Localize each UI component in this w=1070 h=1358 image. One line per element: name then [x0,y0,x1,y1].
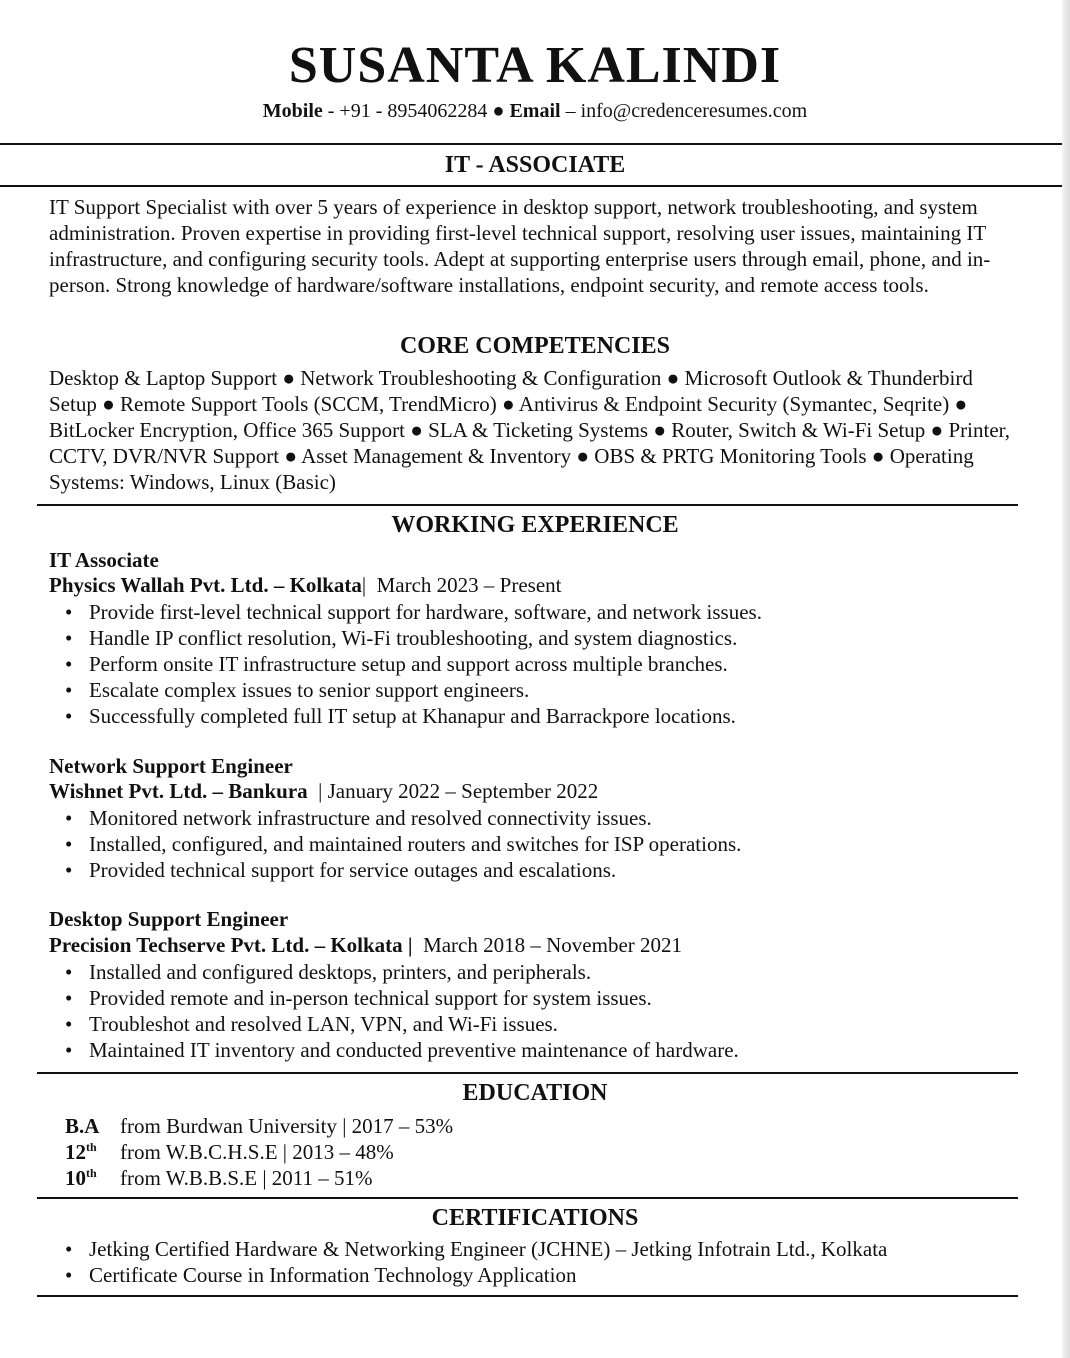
job-target-title: IT - ASSOCIATE [444,152,626,178]
email-label: Email [509,100,561,122]
job-company: Wishnet Pvt. Ltd. – Bankura [49,779,308,803]
job-company: Physics Wallah Pvt. Ltd. – Kolkata [49,573,362,597]
education-detail: from W.B.B.S.E | 2011 – 51% [120,1166,373,1190]
education-detail: from W.B.C.H.S.E | 2013 – 48% [120,1140,394,1164]
job-company: Precision Techserve Pvt. Ltd. – Kolkata | [49,933,413,957]
job-period: | March 2023 – Present [361,573,562,597]
mobile-label: Mobile [262,100,323,122]
job-bullets [49,805,741,883]
list-item: • Perform onsite IT infrastructure setup and support across multiple branches. [49,651,762,677]
job-period: March 2018 – November 2021 [412,933,683,957]
list-item: • Provide first-level technical support for hardware, software, and network issues. [49,599,762,625]
contact-line [0,100,1070,123]
list-item: • Troubleshot and resolved LAN, VPN, and Wi-Fi issues. [49,1011,739,1037]
divider-4 [37,1072,1018,1074]
job-period: | January 2022 – September 2022 [307,779,599,803]
page-edge [1062,0,1070,1358]
education-detail: from Burdwan University | 2017 – 53% [120,1114,454,1138]
education-row [65,1140,394,1165]
list-item: • Monitored network infrastructure and resolved connectivity issues. [49,805,741,831]
list-item: • Escalate complex issues to senior support engineers. [49,677,762,703]
divider-2 [0,185,1062,187]
divider-6 [37,1295,1018,1297]
list-item: • Provided remote and in-person technical support for system issues. [49,985,739,1011]
education-degree: 10th [65,1166,97,1190]
candidate-name: SUSANTA KALINDI [288,37,782,94]
education-heading: EDUCATION [462,1080,608,1106]
email-value: – info@credenceresumes.com [560,100,808,122]
list-item: • Maintained IT inventory and conducted preventive maintenance of hardware. [49,1037,739,1063]
certifications-heading: CERTIFICATIONS [431,1205,639,1231]
education-degree: B.A [65,1114,100,1138]
list-item: • Jetking Certified Hardware & Networking Engineer (JCHNE) – Jetking Infotrain Ltd., Kolkata [49,1236,887,1262]
education-degree: 12th [65,1140,97,1164]
list-item: • Handle IP conflict resolution, Wi-Fi troubleshooting, and system diagnostics. [49,625,762,651]
job-company-line [49,933,682,958]
job-bullets [49,599,762,729]
job-title: Desktop Support Engineer [49,907,289,931]
divider-1 [0,143,1062,145]
education-row [65,1114,453,1139]
list-item: • Provided technical support for service outages and escalations. [49,857,741,883]
job-title: IT Associate [49,548,159,572]
certification-list [49,1236,887,1288]
education-row [65,1166,373,1191]
list-item: • Certificate Course in Information Technology Application [49,1262,887,1288]
summary: IT Support Specialist with over 5 years of experience in desktop support, network troubleshooting, and system administration. Proven expertise in providing first-level technical support, resolving user issues, maintaining IT infrastructure, and configuring security tools. Adept at supporting enterprise users through email, phone, and in-person. Strong knowledge of hardware/software installations, endpoint security, and remote access tools. [49,195,991,297]
competencies-heading: CORE COMPETENCIES [399,333,671,359]
list-item: • Successfully completed full IT setup at Khanapur and Barrackpore locations. [49,703,762,729]
job-title: Network Support Engineer [49,754,293,778]
divider-3 [37,504,1018,506]
list-item: • Installed and configured desktops, printers, and peripherals. [49,959,739,985]
job-bullets [49,959,739,1063]
job-company-line [49,779,598,804]
list-item: • Installed, configured, and maintained routers and switches for ISP operations. [49,831,741,857]
competencies-text: Desktop & Laptop Support ● Network Troubleshooting & Configuration ● Microsoft Outlook & Thunderbird Setup ● Remote Support Tools (SCCM, TrendMicro) ● Antivirus & Endpoint Security (Symantec, Seqrite) ● BitLocker Encryption, Office 365 Support ● SLA & Ticketing Systems ● Router, Switch & Wi-Fi Setup ● Printer, CCTV, DVR/NVR Support ● Asset Management & Inventory ● OBS & PRTG Monitoring Tools ● Operating Systems: Windows, Linux (Basic) [49,366,1011,494]
divider-5 [37,1197,1018,1199]
job-company-line [49,573,562,598]
experience-heading: WORKING EXPERIENCE [391,512,679,538]
mobile-value: - +91 - 8954062284 ● [322,100,510,122]
